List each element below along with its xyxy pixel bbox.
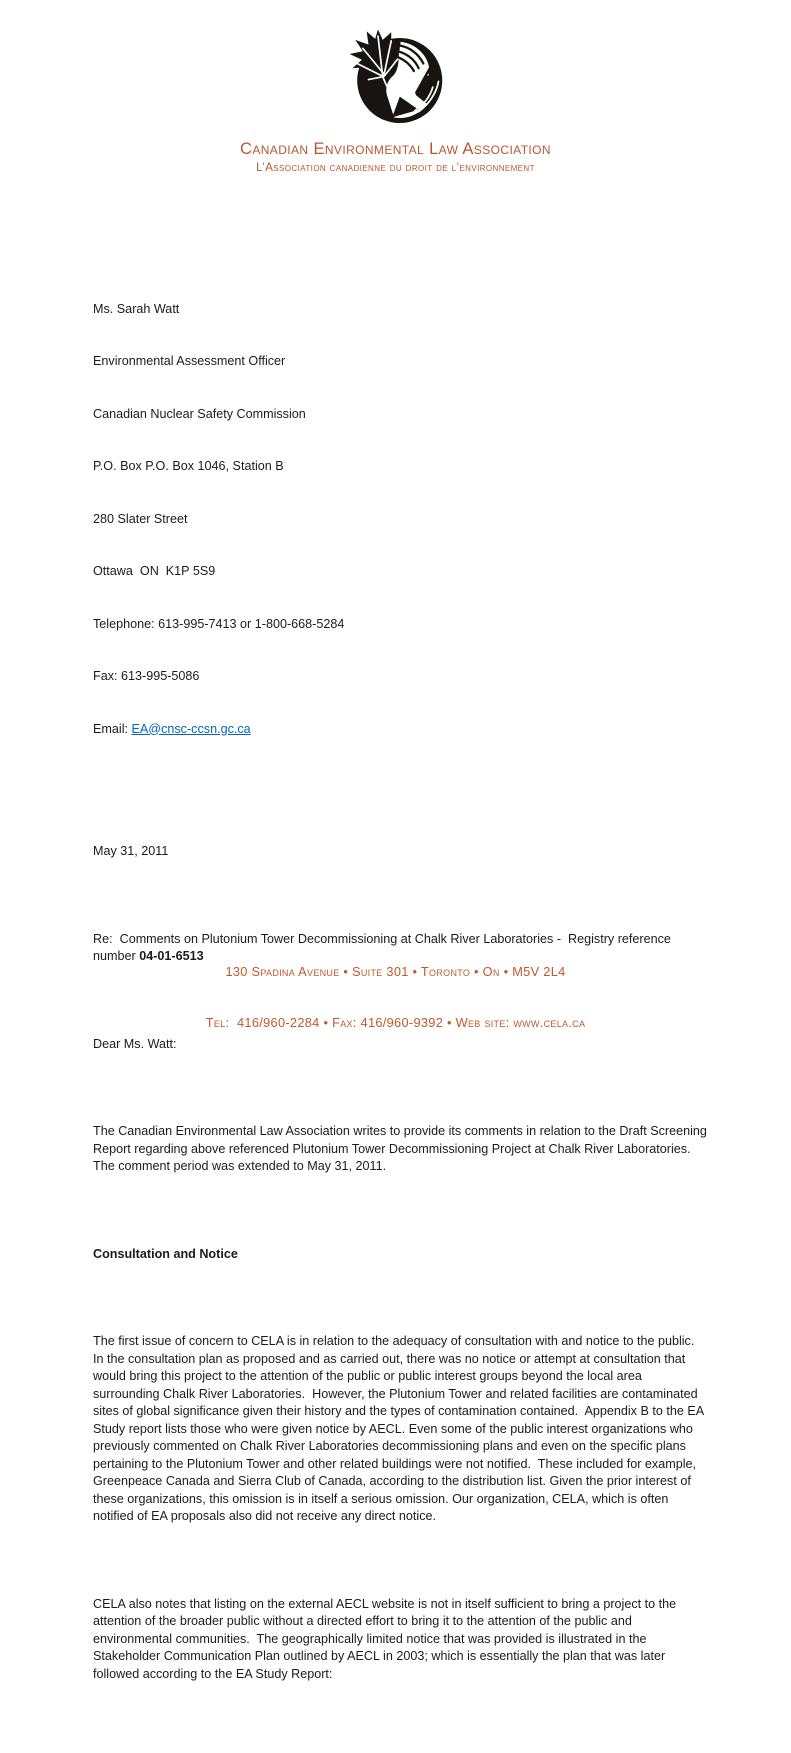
recipient-fax: Fax: 613-995-5086 xyxy=(93,669,200,683)
paragraph-website-notice: CELA also notes that listing on the external AECL website is not in itself sufficient to bring a project to the attention of the broader public without a directed effort to bring it to the attention of the public and environmental communities. The geographically limited notice that was provided is illustrated in the Stakeholder Communication Plan outlined by AECL in 2003; which is essentially the plan that was later followed according to the EA Study Report: xyxy=(93,1596,680,1681)
paragraph-consultation: The first issue of concern to CELA is in relation to the adequacy of consultation with and notice to the public. In the consultation plan as proposed and as carried out, there was no notice or attempt at consultation that would bring this project to the attention of the public or public interest groups beyond the local area surrounding Chalk River Laboratories. However, the Plutonium Tower and related facilities are contaminated sites of global significance given their history and the types of contamination contained. Appendix B to the EA Study report lists those who were given notice by AECL. Even some of the public interest organizations who previously commented on Chalk River Laboratories decommissioning plans and even on the specific plans pertaining to the Plutonium Tower and other related buildings were not notified. These included for example, Greenpeace Canada and Sierra Club of Canada, according to the distribution list. Given the prior interest of these organizations, this omission is in itself a serious omission. Our organization, CELA, which is often notified of EA proposals also did not receive any direct notice. xyxy=(93,1334,707,1523)
recipient-organization: Canadian Nuclear Safety Commission xyxy=(93,406,306,421)
email-label: Email: xyxy=(93,721,132,736)
org-name-french: L’Association canadienne du droit de l’environnement xyxy=(256,162,535,174)
recipient-address xyxy=(93,266,711,774)
paragraph-intro: The Canadian Environmental Law Association writes to provide its comments in relation to the Draft Screening Report regarding above referenced Plutonium Tower Decommissioning Project at Chalk River Laboratories. The comment period was extended to May 31, 2011. xyxy=(93,1124,711,1173)
recipient-email-line xyxy=(93,721,711,739)
cela-logo-icon xyxy=(343,27,447,134)
org-name-english: Canadian Environmental Law Association xyxy=(240,140,551,158)
section-heading-consultation: Consultation and Notice xyxy=(93,1246,238,1261)
recipient-telephone: Telephone: 613-995-7413 or 1-800-668-5284 xyxy=(93,616,345,631)
letter-date: May 31, 2011 xyxy=(93,844,169,858)
recipient-title: Environmental Assessment Officer xyxy=(93,354,286,368)
footer-address: 130 Spadina Avenue • Suite 301 • Toronto • On • M5V 2L4 xyxy=(225,964,566,979)
registry-number: 04-01-6513 xyxy=(139,949,204,963)
recipient-city: Ottawa ON K1P 5S9 xyxy=(93,564,216,578)
recipient-name: Ms. Sarah Watt xyxy=(93,301,180,316)
email-link[interactable]: EA@cnsc-ccsn.gc.ca xyxy=(131,721,251,736)
recipient-pobox: P.O. Box P.O. Box 1046, Station B xyxy=(93,459,284,473)
letterhead-footer xyxy=(0,929,791,1065)
footer-contact: Tel: 416/960-2284 • Fax: 416/960-9392 • Web site: www.cela.ca xyxy=(205,1015,586,1030)
recipient-street: 280 Slater Street xyxy=(93,511,188,526)
re-text: Re: Comments on Plutonium Tower Decommissioning at Chalk River Laboratories - Registry reference number xyxy=(93,931,675,963)
salutation: Dear Ms. Watt: xyxy=(93,1036,177,1051)
